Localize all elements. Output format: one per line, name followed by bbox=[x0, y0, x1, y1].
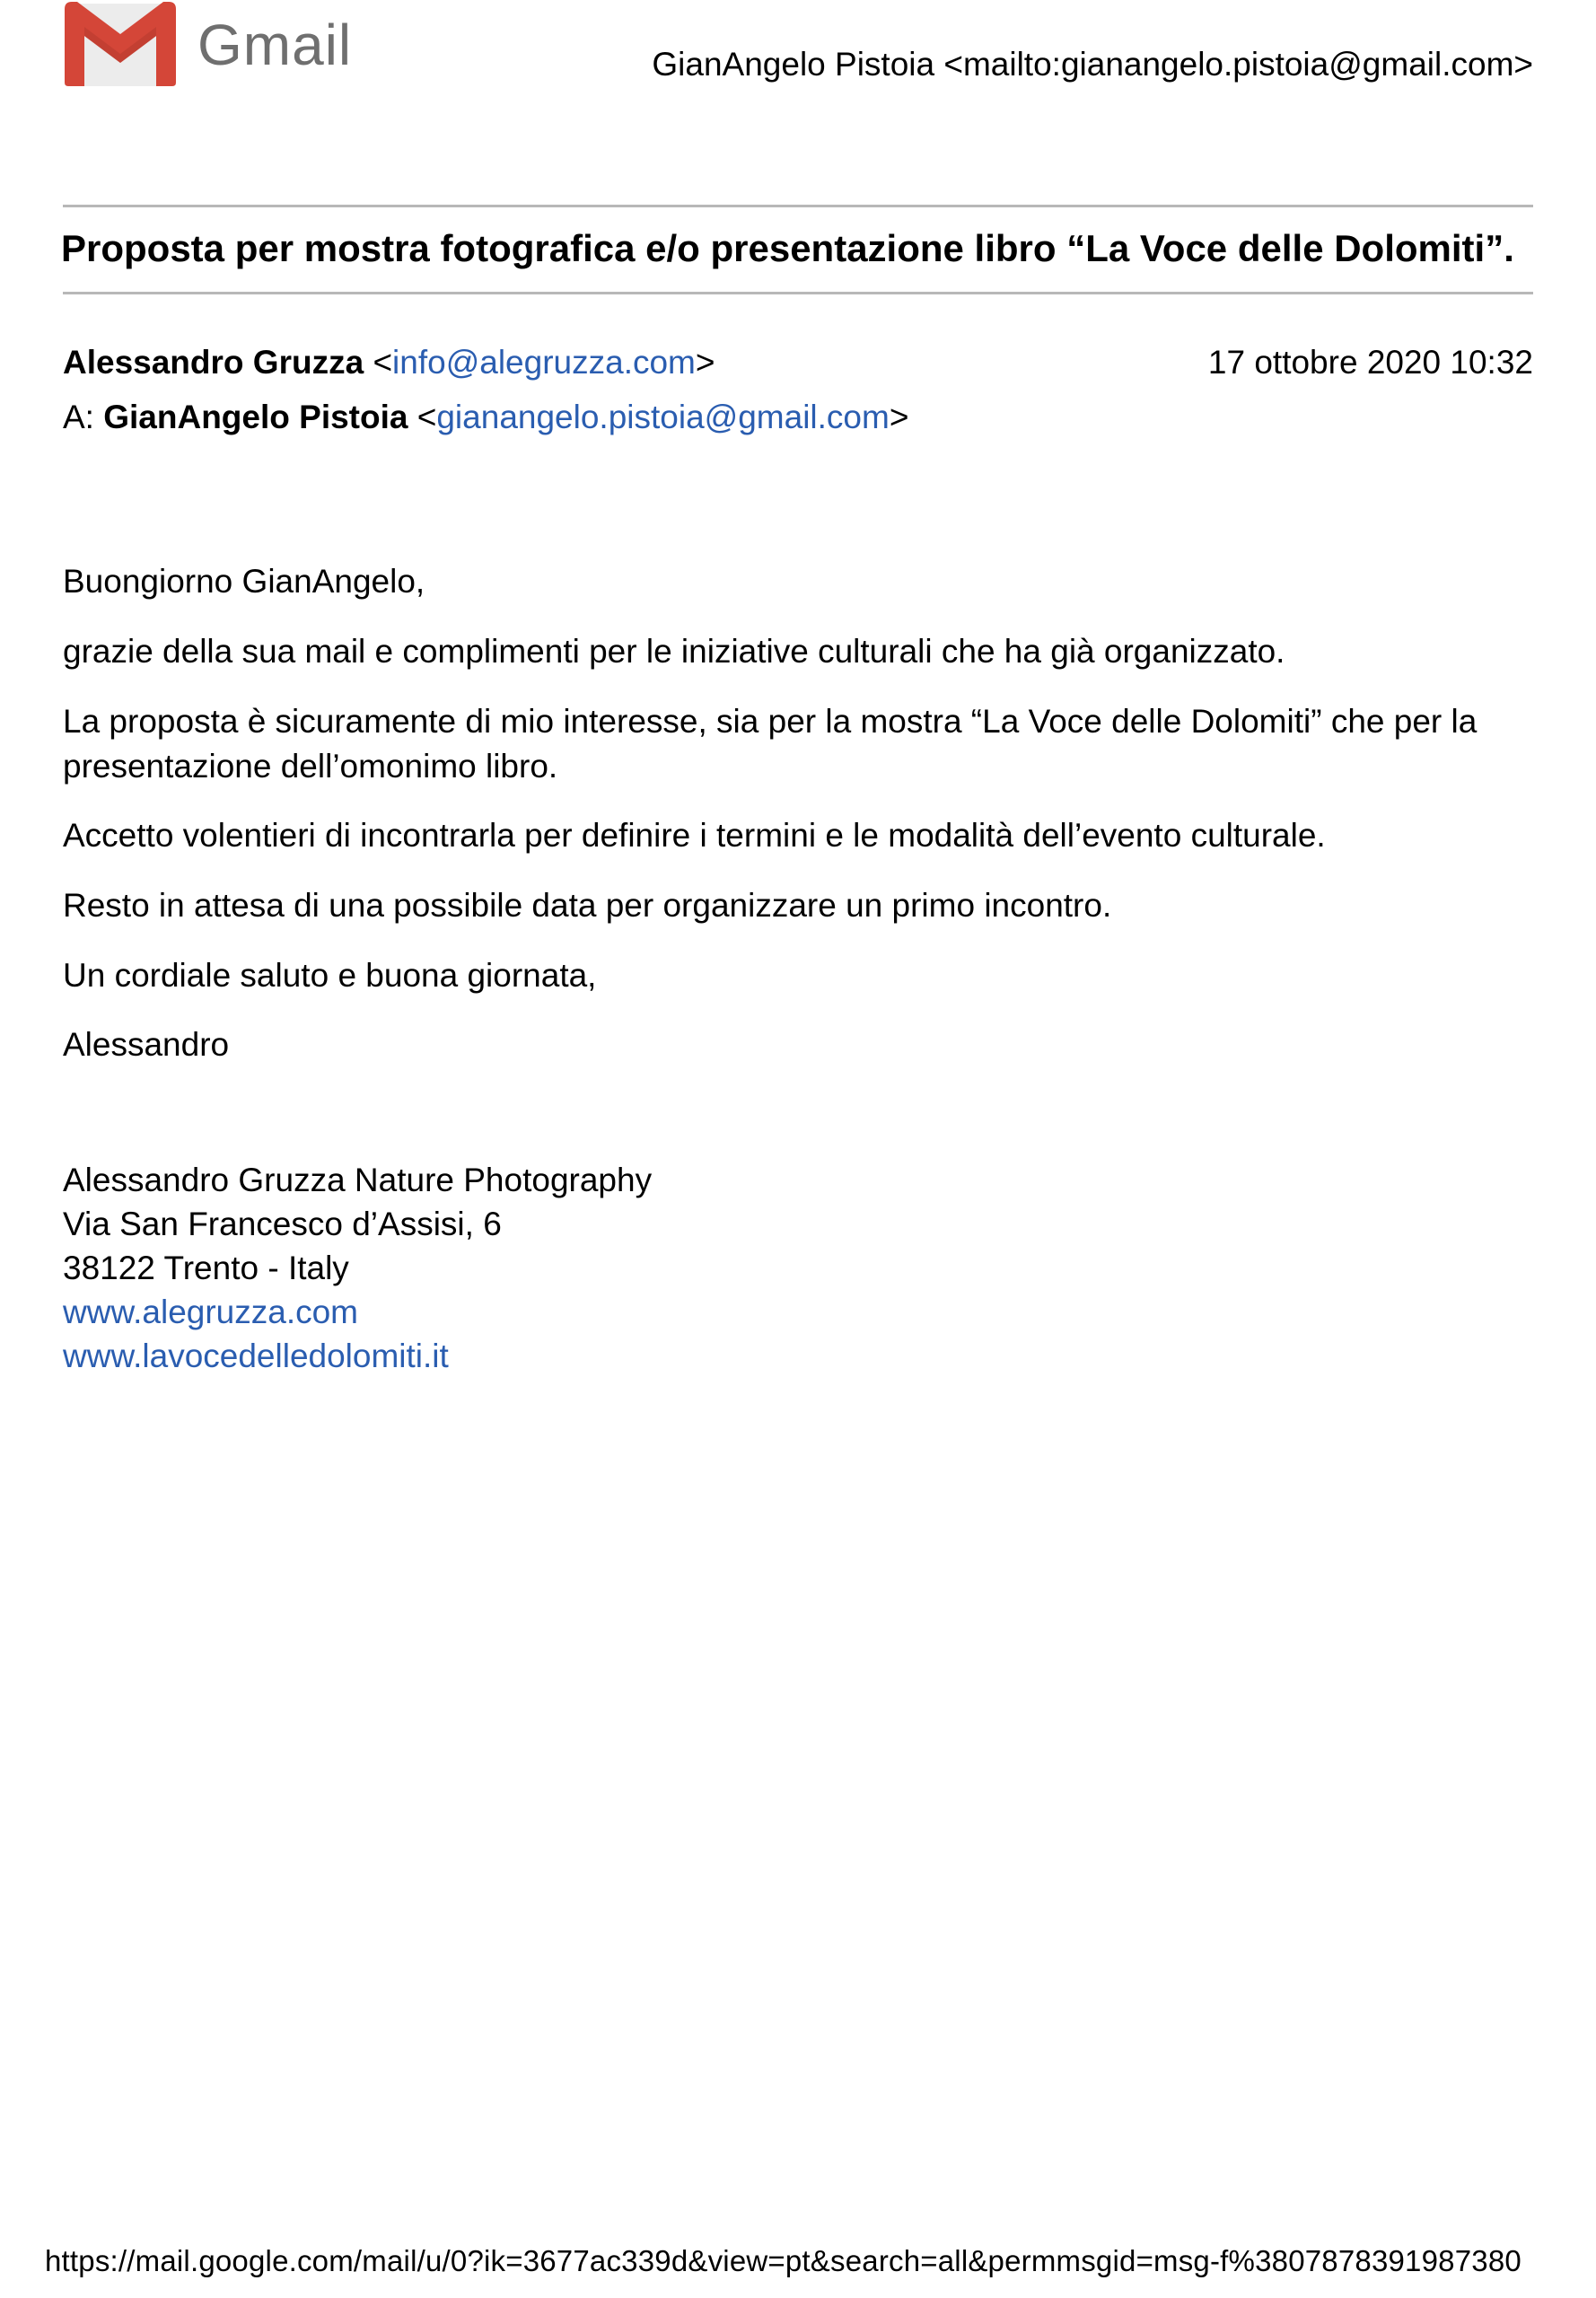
gmail-wordmark: Gmail bbox=[197, 13, 353, 77]
paragraph-2: La proposta è sicuramente di mio interesse, sia per la mostra “La Voce delle Dolomiti” che per la presentazione dell’omonimo libro. bbox=[63, 703, 1478, 785]
divider-top bbox=[63, 205, 1533, 207]
signature-street: Via San Francesco d’Assisi, 6 bbox=[63, 1206, 502, 1242]
print-footer-url: https://mail.google.com/mail/u/0?ik=3677ac339d&view=pt&search=all&permmsgid=msg-f%3807878391987380 bbox=[45, 2244, 1521, 2277]
signature-website-1[interactable]: www.alegruzza.com bbox=[63, 1294, 359, 1330]
sender-email-wrap: <info@alegruzza.com> bbox=[373, 344, 715, 381]
recipient-email-link[interactable]: gianangelo.pistoia@gmail.com bbox=[436, 399, 890, 435]
closing: Un cordiale saluto e buona giornata, bbox=[63, 957, 597, 994]
signature-city: 38122 Trento - Italy bbox=[63, 1250, 349, 1286]
paragraph-1: grazie della sua mail e complimenti per le iniziative culturali che ha già organizzato. bbox=[63, 633, 1285, 670]
recipient-prefix: A: bbox=[63, 399, 94, 435]
recipient-line bbox=[63, 397, 908, 438]
gmail-envelope-icon bbox=[61, 0, 180, 90]
sender-line bbox=[63, 342, 715, 383]
divider-bottom bbox=[63, 292, 1533, 294]
sender-name: Alessandro Gruzza bbox=[63, 344, 364, 381]
paragraph-4: Resto in attesa di una possibile data per organizzare un primo incontro. bbox=[63, 887, 1112, 924]
signature-website-2[interactable]: www.lavocedelledolomiti.it bbox=[63, 1338, 449, 1374]
sign-off-name: Alessandro bbox=[63, 1026, 230, 1063]
gmail-logo bbox=[61, 0, 384, 90]
account-line: GianAngelo Pistoia <mailto:gianangelo.pistoia@gmail.com> bbox=[652, 46, 1533, 83]
recipient-name: GianAngelo Pistoia bbox=[103, 399, 408, 435]
paragraph-3: Accetto volentieri di incontrarla per definire i termini e le modalità dell’evento culturale. bbox=[63, 817, 1326, 854]
email-subject: Proposta per mostra fotografica e/o presentazione libro “La Voce delle Dolomiti”. bbox=[61, 227, 1514, 269]
recipient-email-wrap: <gianangelo.pistoia@gmail.com> bbox=[417, 399, 909, 435]
message-date: 17 ottobre 2020 10:32 bbox=[1207, 344, 1533, 381]
sender-email-link[interactable]: info@alegruzza.com bbox=[392, 344, 696, 381]
greeting: Buongiorno GianAngelo, bbox=[63, 563, 425, 600]
signature-block bbox=[63, 1158, 652, 1378]
signature-company: Alessandro Gruzza Nature Photography bbox=[63, 1162, 653, 1198]
